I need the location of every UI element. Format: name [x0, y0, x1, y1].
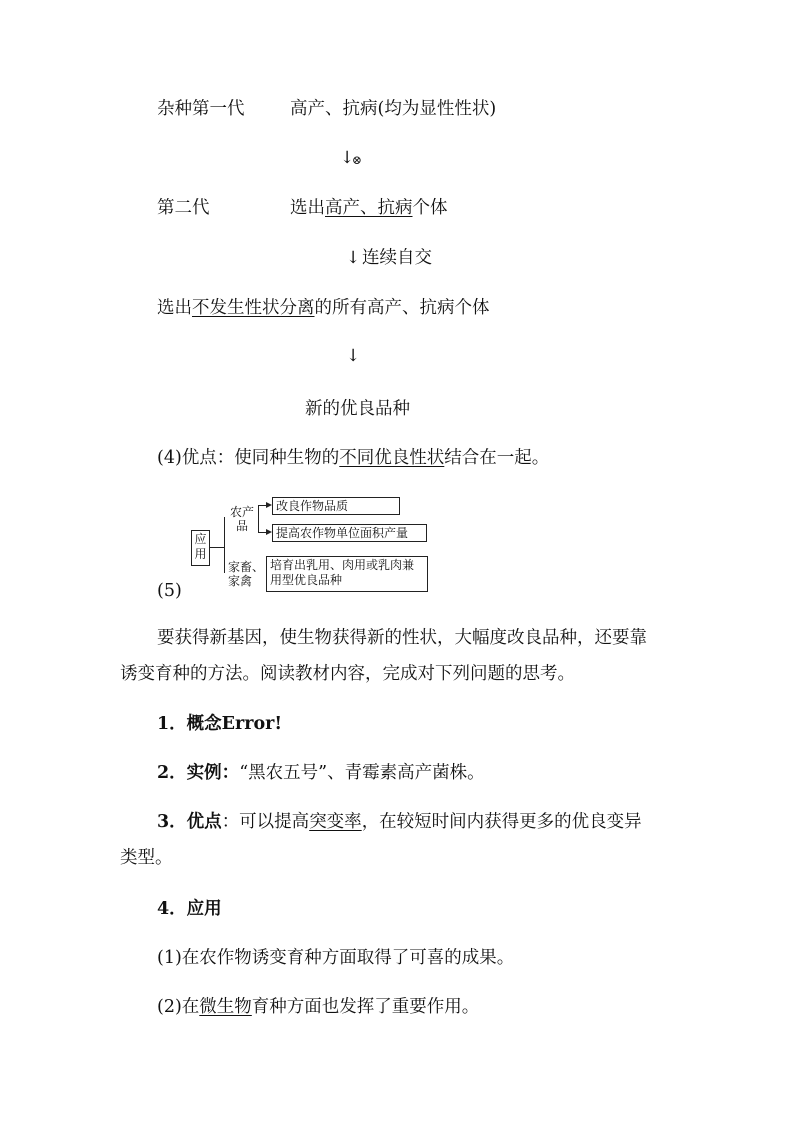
- benefit-label: 3．优点: [157, 812, 222, 832]
- row3-underlined: 不发生性状分离: [192, 298, 315, 318]
- intro-line-2: 诱变育种的方法。阅读教材内容，完成对下列问题的思考。: [120, 664, 575, 684]
- row2-label: 第二代: [157, 198, 210, 218]
- example-item: [157, 761, 485, 785]
- row2-underlined: 高产、抗病: [325, 198, 413, 218]
- example-text: “黑农五号”、青霉素高产菌株。: [239, 763, 485, 783]
- application-2-pre: (2)在: [157, 997, 200, 1017]
- row3-text: [157, 296, 490, 320]
- root-box: 应用: [191, 530, 210, 566]
- branch-vertical: [224, 517, 225, 573]
- benefit-underlined: 突变率: [309, 812, 362, 832]
- down-arrow-icon: ↓: [346, 248, 361, 268]
- self-cross-symbol: ⊗: [352, 153, 363, 167]
- benefit-post: ，在较短时间内获得更多的优良变异: [361, 812, 642, 832]
- root-connector: [210, 547, 224, 548]
- continuous-selfing-label: 连续自交: [362, 248, 432, 268]
- application-2: [157, 995, 479, 1019]
- benefit-line-2: 类型。: [120, 848, 173, 868]
- livestock-branch-label: 家畜、家禽: [228, 560, 265, 588]
- application-heading: 4．应用: [157, 899, 222, 919]
- agri-arrow1-line: [258, 505, 266, 506]
- row1-text: 高产、抗病(均为显性性状): [290, 99, 497, 119]
- down-arrow-icon: ↓: [340, 148, 355, 168]
- advantage-line: [157, 446, 549, 470]
- row2-suffix: 个体: [412, 198, 448, 218]
- row3-prefix: 选出: [157, 298, 192, 318]
- application-1: (1)在农作物诱变育种方面取得了可喜的成果。: [157, 948, 515, 968]
- row3-suffix: 的所有高产、抗病个体: [314, 298, 490, 318]
- concept-item: 1．概念Error!: [157, 714, 283, 734]
- agri-item2-box: 提高农作物单位面积产量: [272, 524, 427, 542]
- agri-arrow2-line: [258, 532, 266, 533]
- benefit-item: [157, 810, 642, 834]
- advantage-prefix: (4)优点：使同种生物的: [157, 448, 340, 468]
- agri-item1-box: 改良作物品质: [272, 497, 400, 515]
- livestock-item-box: 培育出乳用、肉用或乳肉兼用型优良品种: [266, 556, 428, 592]
- example-label: 2．实例：: [157, 763, 240, 783]
- row1-label: 杂种第一代: [157, 99, 245, 119]
- agri-branch-label: 农产品: [229, 505, 254, 533]
- intro-line-1: 要获得新基因，使生物获得新的性状，大幅度改良品种，还要靠: [157, 628, 647, 648]
- agri-vertical: [258, 505, 259, 532]
- advantage-suffix: 结合在一起。: [444, 448, 550, 468]
- benefit-pre: ：可以提高: [221, 812, 310, 832]
- row2-prefix: 选出: [290, 198, 325, 218]
- application-2-underlined: 微生物: [199, 997, 252, 1017]
- result-text: 新的优良品种: [305, 399, 410, 419]
- down-arrow-icon: ↓: [346, 346, 361, 366]
- row2-text: [290, 196, 448, 220]
- application-2-post: 育种方面也发挥了重要作用。: [251, 997, 480, 1017]
- item-number-5: (5): [157, 581, 182, 601]
- advantage-underlined: 不同优良性状: [339, 448, 445, 468]
